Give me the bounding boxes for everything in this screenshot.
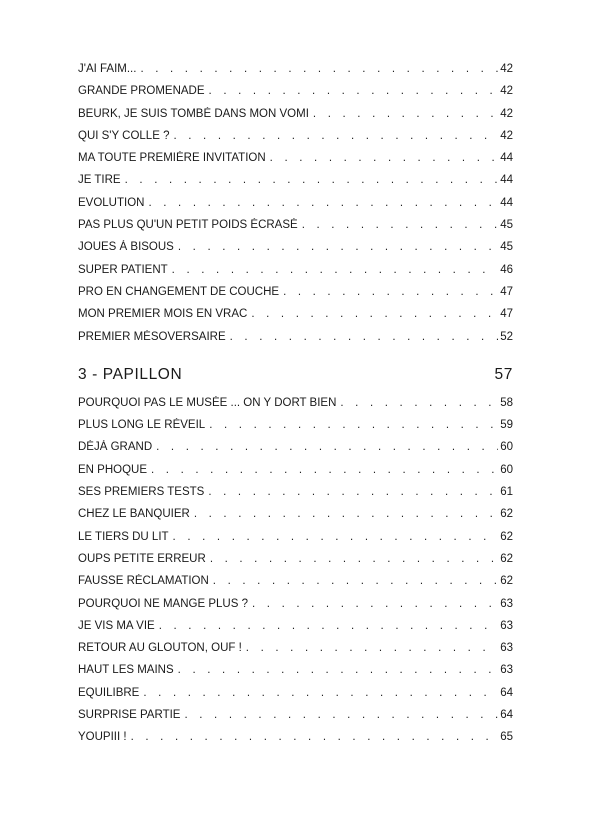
toc-entry[interactable] bbox=[78, 84, 513, 106]
toc-entry-page-number: 44 bbox=[500, 152, 513, 165]
toc-entry[interactable] bbox=[78, 173, 513, 195]
toc-entry-page-number: 47 bbox=[500, 308, 513, 321]
toc-entry-page-number: 42 bbox=[500, 63, 513, 75]
toc-entry-title: PLUS LONG LE RÉVEIL bbox=[78, 419, 206, 432]
toc-entry-page-number: 63 bbox=[500, 619, 513, 632]
toc-entry[interactable] bbox=[78, 463, 513, 485]
toc-entry-page-number: 42 bbox=[500, 85, 513, 98]
toc-entry[interactable] bbox=[78, 440, 513, 462]
toc-entry[interactable] bbox=[78, 530, 513, 552]
toc-entry-page-number: 46 bbox=[500, 263, 513, 276]
toc-entry-title: MON PREMIER MOIS EN VRAC bbox=[78, 308, 248, 321]
toc-entry[interactable] bbox=[78, 196, 513, 218]
toc-entry-page-number: 61 bbox=[500, 486, 513, 499]
toc-entry[interactable] bbox=[78, 307, 513, 329]
dot-leader bbox=[230, 330, 499, 344]
toc-entry-page-number: 60 bbox=[500, 441, 513, 454]
toc-entry-page-number: 47 bbox=[500, 285, 513, 298]
dot-leader bbox=[125, 173, 499, 187]
toc-entry[interactable] bbox=[78, 396, 513, 418]
dot-leader bbox=[209, 84, 499, 98]
toc-entry-page-number: 45 bbox=[500, 241, 513, 254]
toc-entry-title: BEURK, JE SUIS TOMBÉ DANS MON VOMI bbox=[78, 107, 309, 120]
toc-entry[interactable] bbox=[78, 418, 513, 440]
dot-leader bbox=[173, 129, 498, 143]
toc-entry[interactable] bbox=[78, 330, 513, 352]
dot-leader bbox=[178, 240, 498, 254]
toc-entry-title: PRO EN CHANGEMENT DE COUCHE bbox=[78, 285, 280, 298]
toc-entry-page-number: 64 bbox=[500, 686, 513, 699]
toc-entry-title: LE TIERS DU LIT bbox=[78, 530, 169, 543]
toc-entry-title: SES PREMIERS TESTS bbox=[78, 486, 205, 499]
toc-entry-page-number: 63 bbox=[500, 664, 513, 677]
toc-entry-title: DÉJÀ GRAND bbox=[78, 441, 153, 454]
dot-leader bbox=[209, 418, 498, 432]
toc-entry-title: GRANDE PROMENADE bbox=[78, 85, 205, 98]
dot-leader bbox=[172, 263, 499, 277]
toc-entry[interactable] bbox=[78, 574, 513, 596]
toc-entry-title: J'AI FAIM... bbox=[78, 63, 137, 75]
toc-entry-title: MA TOUTE PREMIÈRE INVITATION bbox=[78, 152, 266, 165]
dot-leader bbox=[148, 196, 498, 210]
toc-list-after bbox=[78, 396, 513, 753]
toc-entry[interactable] bbox=[78, 641, 513, 663]
dot-leader bbox=[252, 597, 498, 611]
toc-entry[interactable] bbox=[78, 107, 513, 129]
toc-entry-title: PAS PLUS QU'UN PETIT POIDS ÉCRASÉ bbox=[78, 219, 298, 232]
dot-leader bbox=[283, 285, 498, 299]
toc-entry[interactable] bbox=[78, 240, 513, 262]
toc-entry-page-number: 62 bbox=[500, 508, 513, 521]
toc-entry-title: CHEZ LE BANQUIER bbox=[78, 508, 190, 521]
toc-entry-page-number: 64 bbox=[500, 709, 513, 722]
toc-entry[interactable] bbox=[78, 129, 513, 151]
toc-entry-page-number: 65 bbox=[500, 731, 513, 744]
dot-leader bbox=[194, 507, 498, 521]
toc-entry[interactable] bbox=[78, 686, 513, 708]
toc-entry[interactable] bbox=[78, 151, 513, 173]
dot-leader bbox=[313, 107, 498, 121]
toc-entry[interactable] bbox=[78, 708, 513, 730]
section-title: 3 - PAPILLON bbox=[78, 365, 183, 383]
toc-entry-title: POURQUOI NE MANGE PLUS ? bbox=[78, 597, 248, 610]
dot-leader bbox=[213, 574, 498, 588]
toc-entry[interactable] bbox=[78, 62, 513, 84]
dot-leader bbox=[151, 463, 498, 477]
toc-entry-page-number: 44 bbox=[500, 174, 513, 187]
toc-entry-title: QUI S'Y COLLE ? bbox=[78, 129, 170, 142]
toc-entry-page-number: 59 bbox=[500, 419, 513, 432]
toc-entry-title: YOUPIII ! bbox=[78, 731, 127, 744]
toc-entry-page-number: 62 bbox=[500, 575, 513, 588]
toc-entry[interactable] bbox=[78, 507, 513, 529]
dot-leader bbox=[184, 708, 498, 722]
dot-leader bbox=[131, 730, 499, 744]
toc-list-before bbox=[78, 62, 513, 352]
dot-leader bbox=[143, 686, 498, 700]
toc-entry-title: JE TIRE bbox=[78, 174, 121, 187]
toc-entry-title: PREMIER MÉSOVERSAIRE bbox=[78, 330, 226, 343]
toc-entry-page-number: 52 bbox=[500, 330, 513, 343]
table-of-contents-page bbox=[78, 62, 513, 753]
dot-leader bbox=[302, 218, 499, 232]
toc-entry-title: RETOUR AU GLOUTON, OUF ! bbox=[78, 642, 242, 655]
toc-entry[interactable] bbox=[78, 285, 513, 307]
toc-entry[interactable] bbox=[78, 218, 513, 240]
toc-entry-title: FAUSSE RÉCLAMATION bbox=[78, 575, 209, 588]
toc-entry-page-number: 44 bbox=[500, 196, 513, 209]
toc-entry-title: JOUES À BISOUS bbox=[78, 241, 174, 254]
toc-entry[interactable] bbox=[78, 485, 513, 507]
section-page-number: 57 bbox=[494, 365, 513, 383]
dot-leader bbox=[140, 62, 498, 76]
dot-leader bbox=[208, 485, 498, 499]
dot-leader bbox=[159, 619, 499, 633]
toc-entry-title: SURPRISE PARTIE bbox=[78, 709, 181, 722]
toc-entry[interactable] bbox=[78, 597, 513, 619]
toc-entry-page-number: 42 bbox=[500, 107, 513, 120]
toc-entry-page-number: 58 bbox=[500, 396, 513, 409]
toc-entry-page-number: 63 bbox=[500, 597, 513, 610]
dot-leader bbox=[246, 641, 498, 655]
toc-entry-page-number: 42 bbox=[500, 129, 513, 142]
dot-leader bbox=[178, 663, 499, 677]
dot-leader bbox=[270, 151, 499, 165]
toc-entry-page-number: 63 bbox=[500, 642, 513, 655]
dot-leader bbox=[251, 307, 498, 321]
dot-leader bbox=[173, 530, 499, 544]
toc-entry-title: SUPER PATIENT bbox=[78, 263, 168, 276]
toc-entry[interactable] bbox=[78, 619, 513, 641]
toc-entry-page-number: 62 bbox=[500, 530, 513, 543]
section-heading[interactable] bbox=[78, 366, 513, 388]
toc-entry-page-number: 60 bbox=[500, 463, 513, 476]
dot-leader bbox=[340, 396, 498, 410]
dot-leader bbox=[156, 440, 498, 454]
toc-entry-page-number: 62 bbox=[500, 552, 513, 565]
toc-entry-title: EN PHOQUE bbox=[78, 463, 148, 476]
toc-entry-title: OUPS PETITE ERREUR bbox=[78, 552, 206, 565]
toc-entry-title: HAUT LES MAINS bbox=[78, 664, 174, 677]
toc-entry[interactable] bbox=[78, 552, 513, 574]
toc-entry-title: EVOLUTION bbox=[78, 196, 145, 209]
toc-entry-page-number: 45 bbox=[500, 219, 513, 232]
toc-entry[interactable] bbox=[78, 263, 513, 285]
dot-leader bbox=[210, 552, 498, 566]
toc-entry-title: POURQUOI PAS LE MUSÉE ... ON Y DORT BIEN bbox=[78, 396, 337, 409]
toc-entry[interactable] bbox=[78, 663, 513, 685]
toc-entry[interactable] bbox=[78, 730, 513, 752]
toc-entry-title: EQUILIBRE bbox=[78, 686, 140, 699]
toc-entry-title: JE VIS MA VIE bbox=[78, 619, 155, 632]
